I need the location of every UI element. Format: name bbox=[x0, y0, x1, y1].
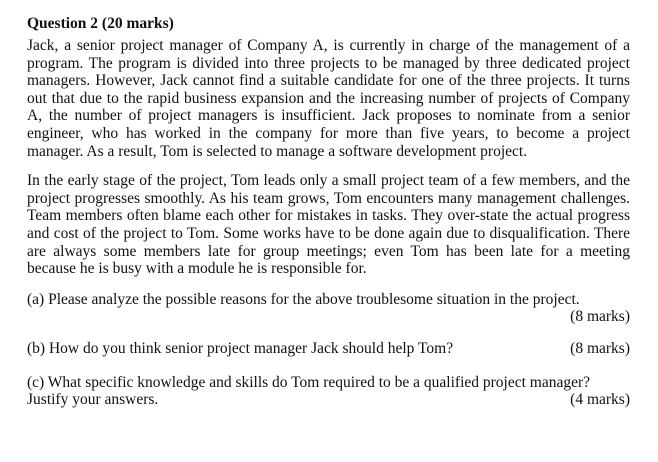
sub-question-b-marks: (8 marks) bbox=[570, 339, 630, 357]
sub-question-c bbox=[27, 374, 630, 409]
sub-question-a-marks: (8 marks) bbox=[570, 308, 630, 326]
sub-question-b-text: (b) How do you think senior project manager Jack should help Tom? bbox=[27, 339, 454, 357]
sub-question-a-text: (a) Please analyze the possible reasons for the above troublesome situation in the project. bbox=[27, 290, 580, 308]
sub-question-a bbox=[27, 291, 630, 326]
sub-question-b bbox=[27, 340, 630, 358]
scenario-paragraph-2: In the early stage of the project, Tom leads only a small project team of a few members, and the project progresses smoothly. As his team grows, Tom encounters many management challenges. Team members often blame each other for mistakes in tasks. They over-state the actual progress and cost of the project to Tom. Some works have to be done again due to disqualification. There are always some members late for group meetings; even Tom has been late for a meeting because he is busy with a module he is responsible for. bbox=[27, 172, 630, 278]
sub-question-c-text-line1: (c) What specific knowledge and skills do Tom required to be a qualified project manager? bbox=[27, 373, 591, 391]
sub-question-c-text-line2: Justify your answers. bbox=[27, 391, 159, 409]
scenario-paragraph-1: Jack, a senior project manager of Company A, is currently in charge of the management of a program. The program is divided into three projects to be managed by three dedicated project managers. However, Jack cannot find a suitable candidate for one of the three projects. It turns out that due to the rapid business expansion and the increasing number of projects of Company A, the number of project managers is insufficient. Jack proposes to nominate from a senior engineer, who has worked in the company for more than five years, to become a project manager. As a result, Tom is selected to manage a software development project. bbox=[27, 37, 630, 160]
question-title: Question 2 (20 marks) bbox=[27, 15, 174, 32]
sub-question-c-marks: (4 marks) bbox=[570, 391, 630, 409]
